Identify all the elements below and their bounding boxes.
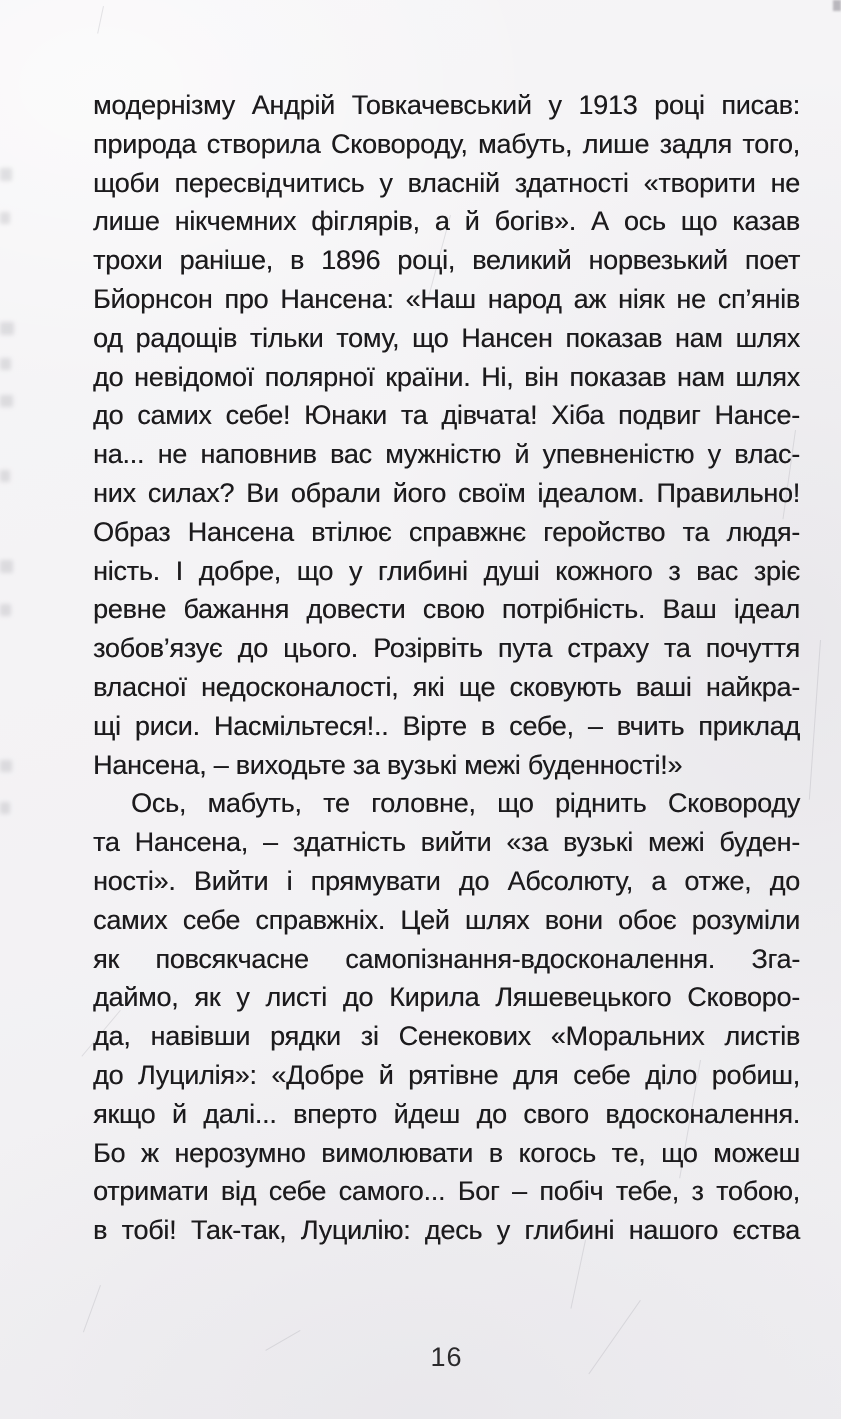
text-line: лише нікчемних фіглярів, а й богів». А ось що казав bbox=[93, 206, 800, 237]
text-line: ність. І добре, що у глибині душі кожного з вас зріє bbox=[93, 555, 800, 586]
page-showthrough-mark bbox=[0, 322, 14, 335]
text-line: Нансена, – виходьте за вузькі межі буденності!» bbox=[93, 749, 683, 780]
text-line: щоби пересвідчитись у власній здатності «творити не bbox=[93, 167, 800, 198]
page-showthrough-mark bbox=[0, 212, 10, 224]
text-line: ності». Вийти і прямувати до Абсолюту, а отже, до bbox=[93, 865, 800, 896]
text-line: до самих себе! Юнаки та дівчата! Хіба подвиг Нансе- bbox=[93, 400, 800, 431]
text-line: та Нансена, – здатність вийти «за вузькі межі буден- bbox=[93, 827, 800, 858]
text-line: модернізму Андрій Товкачевський у 1913 році писав: bbox=[93, 90, 800, 120]
text-line: до Луцилія»: «Добре й рятівне для себе діло робиш, bbox=[93, 1059, 800, 1090]
text-line: якщо й далі... вперто йдеш до свого вдосконалення. bbox=[93, 1098, 800, 1129]
text-line: трохи раніше, в 1896 році, великий норвезький поет bbox=[93, 245, 800, 276]
paper-scratch bbox=[570, 1240, 586, 1309]
text-line: да, навівши рядки зі Сенекових «Моральних листів bbox=[93, 1021, 800, 1052]
page-edge-speck bbox=[833, 0, 841, 11]
text-line: од радощів тільки тому, що Нансен показав нам шлях bbox=[93, 322, 800, 353]
text-line: отримати від себе самого... Бог – побіч тебе, з тобою, bbox=[93, 1176, 800, 1207]
text-line: зобов’язує до цього. Розірвіть пута страху та почуття bbox=[93, 633, 800, 664]
page-showthrough-mark bbox=[0, 470, 10, 482]
text-line: щі риси. Насмільтеся!.. Вірте в себе, – вчить приклад bbox=[93, 710, 800, 741]
text-line: до невідомої полярної країни. Ні, він показав нам шлях bbox=[93, 361, 800, 392]
paper-scratch bbox=[809, 640, 821, 800]
text-line: Бо ж нерозумно вимолювати в когось те, що можеш bbox=[93, 1137, 800, 1168]
text-line: власної недосконалості, які ще сковують ваші найкра- bbox=[93, 671, 800, 702]
page-showthrough-mark bbox=[0, 604, 11, 616]
text-line: на... не наповнив вас мужністю й упевненістю у влас- bbox=[93, 439, 800, 470]
text-line: природа створила Сковороду, мабуть, лише задля того, bbox=[93, 128, 800, 159]
page-showthrough-mark bbox=[0, 760, 12, 772]
text-line: даймо, як у листі до Кирила Ляшевецького Сковоро- bbox=[93, 982, 800, 1013]
page-showthrough-mark bbox=[0, 560, 13, 573]
page-showthrough-mark bbox=[0, 395, 13, 407]
page-showthrough-mark bbox=[0, 358, 11, 370]
text-line: Образ Нансена втілює справжнє геройство та людя- bbox=[93, 516, 800, 547]
text-line: як повсякчасне самопізнання-вдосконалення. Зга- bbox=[93, 943, 800, 974]
text-line: в тобі! Так-так, Луцилію: десь у глибині нашого єства bbox=[93, 1215, 800, 1246]
page-showthrough-mark bbox=[0, 802, 10, 814]
text-line: Ось, мабуть, те головне, що ріднить Сковороду bbox=[131, 788, 800, 819]
paper-scratch bbox=[97, 6, 104, 34]
page-showthrough-mark bbox=[0, 168, 12, 181]
text-line: самих себе справжніх. Цей шлях вони обоє розуміли bbox=[93, 904, 800, 935]
page-number: 16 bbox=[430, 1342, 463, 1372]
text-line: ревне бажання довести свою потрібність. Ваш ідеал bbox=[93, 594, 800, 625]
text-line: Бйорнсон про Нансена: «Наш народ аж ніяк не сп’янів bbox=[93, 283, 800, 314]
text-block bbox=[93, 86, 800, 1250]
paper-scratch bbox=[83, 1285, 101, 1332]
text-line: них силах? Ви обрали його своїм ідеалом. Правильно! bbox=[93, 477, 800, 508]
